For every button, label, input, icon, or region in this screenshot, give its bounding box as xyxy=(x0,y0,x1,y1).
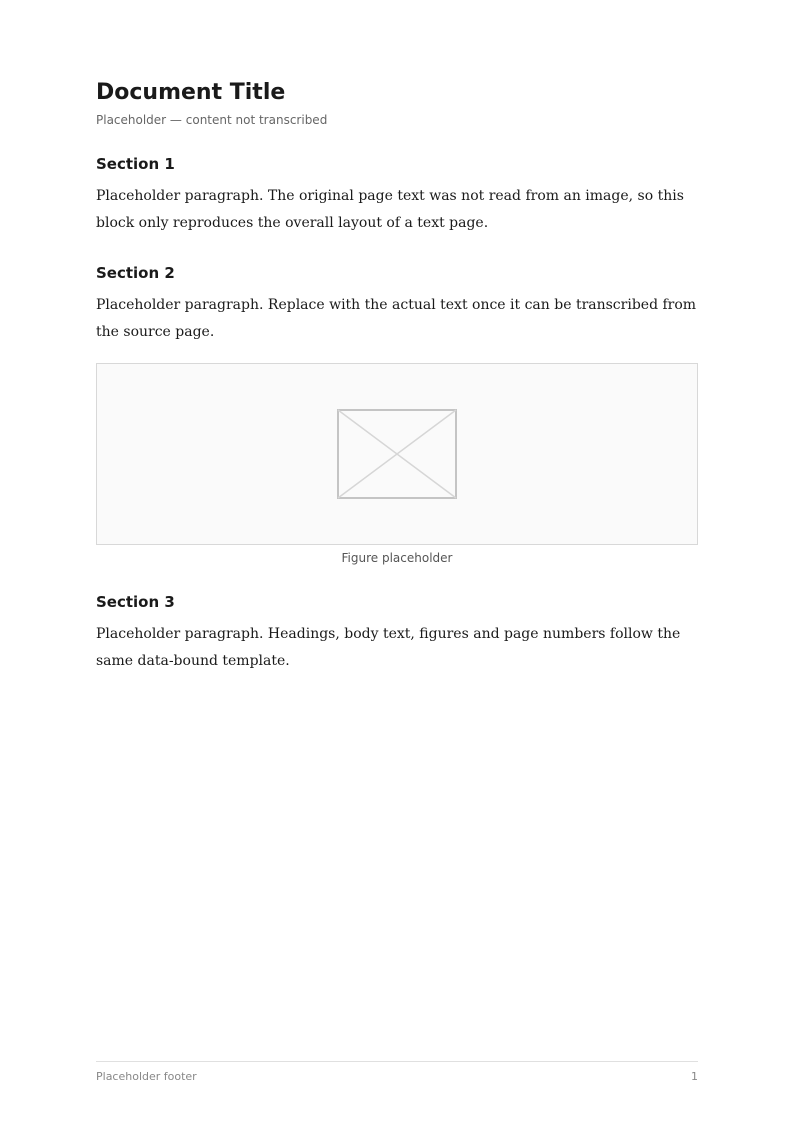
footer-text: Placeholder footer xyxy=(96,1070,197,1083)
page-number: 1 xyxy=(691,1070,698,1083)
section-heading: Section 2 xyxy=(96,264,175,283)
section-heading: Section 1 xyxy=(96,155,175,173)
figure-caption: Figure placeholder xyxy=(341,551,453,566)
section-2 xyxy=(96,264,698,565)
image-placeholder-icon xyxy=(337,409,457,499)
section-heading: Section 3 xyxy=(96,593,175,612)
section-body: Placeholder paragraph. Replace with the actual text once it can be transcribed from the source page. xyxy=(96,297,697,340)
document-meta: Placeholder — content not transcribed xyxy=(96,113,328,127)
figure-placeholder xyxy=(96,363,698,545)
section-1 xyxy=(96,155,698,236)
page-footer xyxy=(96,1061,698,1083)
section-body: Placeholder paragraph. The original page text was not read from an image, so this block only reproduces the overall layout of a text page. xyxy=(96,188,684,231)
document-title: Document Title xyxy=(96,80,286,105)
section-body: Placeholder paragraph. Headings, body text, figures and page numbers follow the same data-bound template. xyxy=(96,626,681,669)
section-3 xyxy=(96,593,698,674)
